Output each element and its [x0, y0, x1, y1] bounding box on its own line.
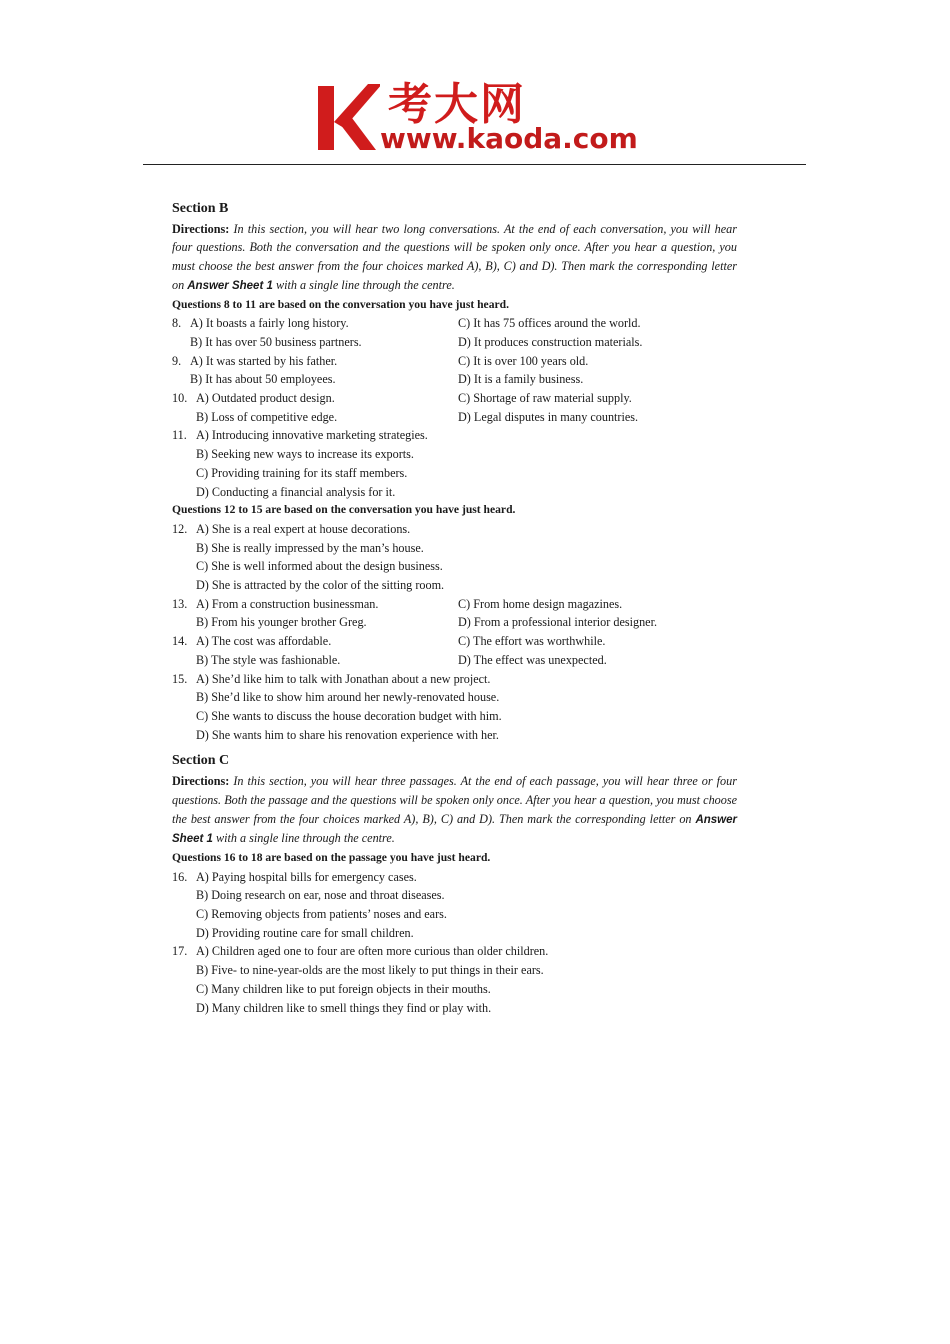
- option-a: A) From a construction businessman.: [196, 596, 379, 611]
- option-c: C) From home design magazines.: [458, 596, 623, 611]
- option-d: D) The effect was unexpected.: [458, 652, 607, 667]
- question-row: [172, 651, 737, 670]
- question-row: [172, 999, 737, 1018]
- question-row: [172, 520, 737, 539]
- option-a: A) Paying hospital bills for emergency cases.: [196, 869, 417, 884]
- option-b: B) Loss of competitive edge.: [196, 409, 338, 424]
- site-logo: [318, 74, 648, 160]
- option-a: A) She’d like him to talk with Jonathan about a new project.: [196, 671, 491, 686]
- question-number: 17.: [172, 944, 188, 959]
- directions-text-2: with a single line through the centre.: [272, 277, 455, 292]
- question-number: 10.: [172, 391, 188, 406]
- question-group-header: Questions 8 to 11 are based on the conversation you have just heard.: [172, 297, 509, 311]
- question-row: [172, 557, 737, 576]
- question-row: [172, 426, 737, 445]
- question-number: 16.: [172, 869, 188, 884]
- question-row: [172, 905, 737, 924]
- option-d: D) Conducting a financial analysis for it.: [196, 484, 396, 499]
- question-row: [172, 370, 737, 389]
- option-c: C) She is well informed about the design business.: [196, 559, 443, 574]
- option-c: C) It has 75 offices around the world.: [458, 316, 641, 331]
- section-b-title: Section B: [172, 201, 229, 216]
- question-row: [172, 539, 737, 558]
- logo-k-mark: [318, 82, 380, 154]
- question-number: 12.: [172, 521, 188, 536]
- option-b: B) The style was fashionable.: [196, 652, 341, 667]
- section-c-title: Section C: [172, 753, 230, 769]
- question-row: [172, 408, 737, 427]
- option-d: D) Legal disputes in many countries.: [458, 409, 639, 424]
- option-d: D) It is a family business.: [458, 372, 584, 387]
- question-row: [172, 924, 737, 943]
- option-c: C) The effort was worthwhile.: [458, 634, 606, 649]
- option-c: C) She wants to discuss the house decoration budget with him.: [196, 708, 502, 723]
- option-d: D) She is attracted by the color of the sitting room.: [196, 578, 445, 593]
- question-row: [172, 961, 737, 980]
- option-d: D) From a professional interior designer.: [458, 615, 658, 630]
- option-a: A) She is a real expert at house decorations.: [196, 521, 411, 536]
- question-row: [172, 576, 737, 595]
- question-row: [172, 595, 737, 614]
- option-a: A) Children aged one to four are often more curious than older children.: [196, 944, 549, 959]
- option-a: A) Outdated product design.: [196, 391, 335, 406]
- question-row: [172, 942, 737, 961]
- question-row: [172, 632, 737, 651]
- option-b: B) It has over 50 business partners.: [190, 334, 362, 349]
- question-row: [172, 726, 737, 745]
- section-b-directions: [172, 220, 737, 296]
- question-row: [172, 464, 737, 483]
- option-b: B) Seeking new ways to increase its exports.: [196, 447, 414, 462]
- option-c: C) Many children like to put foreign objects in their mouths.: [196, 981, 491, 996]
- option-c: C) Shortage of raw material supply.: [458, 391, 632, 406]
- question-number: 15.: [172, 671, 188, 686]
- logo-chinese-text: 考大网: [388, 79, 526, 130]
- directions-lead: Directions:: [172, 221, 230, 236]
- question-number: 11.: [172, 428, 187, 443]
- question-group-header: Questions 16 to 18 are based on the passage you have just heard.: [172, 850, 491, 864]
- option-b: B) From his younger brother Greg.: [196, 615, 367, 630]
- question-row: [172, 352, 737, 371]
- option-a: A) It boasts a fairly long history.: [190, 316, 349, 331]
- option-c: C) It is over 100 years old.: [458, 353, 589, 368]
- header-divider: [143, 164, 806, 165]
- question-row: [172, 445, 737, 464]
- option-b: B) Five- to nine-year-olds are the most likely to put things in their ears.: [196, 963, 544, 978]
- option-b: B) Doing research on ear, nose and throat diseases.: [196, 888, 445, 903]
- directions-text-1: In this section, you will hear two long conversations. At the end of each conversation, you will hear four questions. Both the conversation and the questions will be spoken only once. After you hear a question, you must choose the best answer from the four choices marked A), B), C) and D). Then mark the corresponding letter on: [172, 221, 737, 292]
- question-row: [172, 980, 737, 999]
- section-c-directions: [172, 772, 737, 849]
- option-b: B) She is really impressed by the man’s house.: [196, 540, 424, 555]
- option-d: D) It produces construction materials.: [458, 334, 643, 349]
- question-row: [172, 868, 737, 887]
- question-number: 8.: [172, 316, 182, 331]
- exam-content: [172, 196, 737, 1017]
- option-c: C) Removing objects from patients’ noses and ears.: [196, 907, 447, 922]
- directions-lead: Directions:: [172, 774, 230, 789]
- directions-text-1: In this section, you will hear three passages. At the end of each passage, you will hear three or four questions. Both the passage and the questions will be spoken only once. After you hear a question, you must choose the best answer from the four choices marked A), B), C) and D). Then mark the corresponding letter on: [172, 774, 737, 826]
- question-number: 13.: [172, 596, 188, 611]
- option-d: D) Providing routine care for small children.: [196, 925, 414, 940]
- option-a: A) Introducing innovative marketing strategies.: [196, 428, 428, 443]
- option-a: A) The cost was affordable.: [196, 634, 332, 649]
- option-a: A) It was started by his father.: [190, 353, 338, 368]
- question-row: [172, 483, 737, 502]
- question-row: [172, 333, 737, 352]
- option-d: D) Many children like to smell things they find or play with.: [196, 1000, 492, 1015]
- question-row: [172, 886, 737, 905]
- option-d: D) She wants him to share his renovation experience with her.: [196, 727, 499, 742]
- question-group-header: Questions 12 to 15 are based on the conversation you have just heard.: [172, 503, 516, 517]
- directions-text-2: with a single line through the centre.: [212, 831, 395, 846]
- logo-url-text: www.kaoda.com: [380, 122, 638, 155]
- question-row: [172, 707, 737, 726]
- question-row: [172, 613, 737, 632]
- question-number: 9.: [172, 353, 182, 368]
- option-c: C) Providing training for its staff members.: [196, 465, 408, 480]
- option-b: B) She’d like to show him around her newly-renovated house.: [196, 690, 500, 705]
- option-b: B) It has about 50 employees.: [190, 372, 336, 387]
- question-row: [172, 688, 737, 707]
- answer-sheet-label: Answer Sheet 1: [187, 279, 273, 292]
- answer-sheet-label: Answer Sheet 1: [172, 813, 737, 846]
- question-number: 14.: [172, 634, 188, 649]
- question-row: [172, 314, 737, 333]
- question-row: [172, 389, 737, 408]
- question-row: [172, 670, 737, 689]
